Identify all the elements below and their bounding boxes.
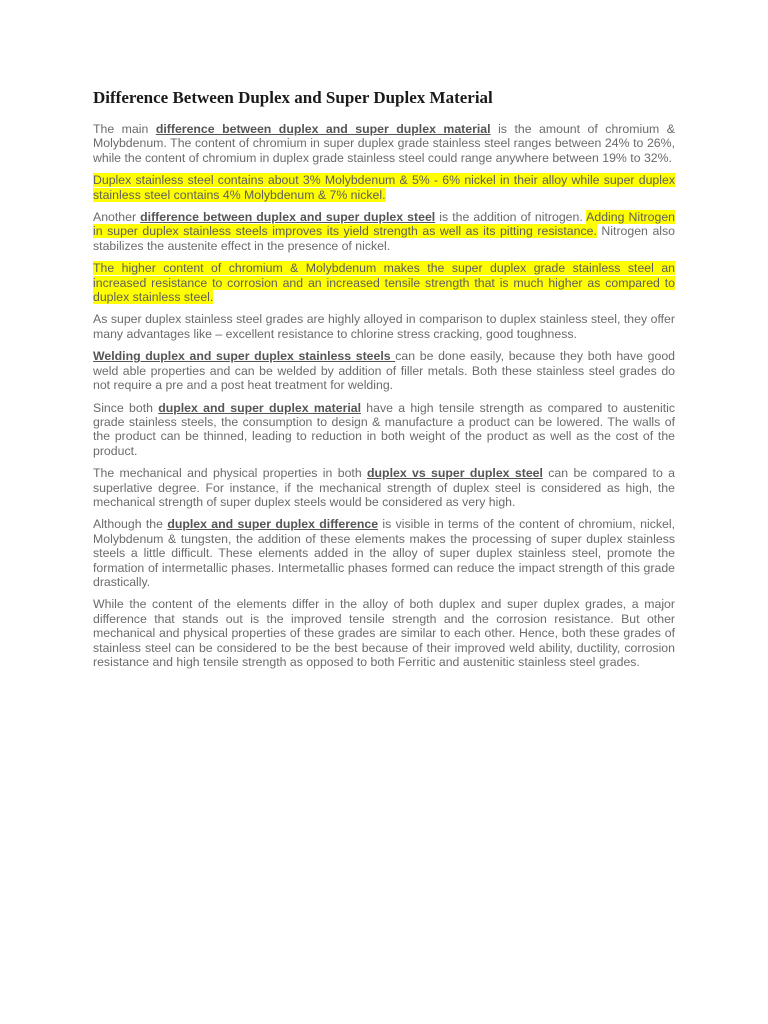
paragraph-7 — [93, 401, 675, 459]
paragraph-9 — [93, 517, 675, 589]
paragraph-1 — [93, 122, 675, 165]
link-duplex-super-duplex-material[interactable]: duplex and super duplex material — [158, 400, 362, 415]
highlighted-text: Adding Nitrogen in super duplex stainless steels improves its yield strength as well as its pitting resistance. — [93, 210, 676, 239]
page-title: Difference Between Duplex and Super Duplex Material — [93, 88, 493, 107]
paragraph-4 — [93, 261, 675, 304]
link-difference-steel[interactable]: difference between duplex and super duplex steel — [140, 210, 436, 225]
text-run: Since both — [93, 400, 159, 415]
text-run: Nitrogen also stabilizes the austenite effect in the presence of nickel. — [93, 224, 675, 253]
text-run: is the addition of nitrogen. — [435, 210, 587, 225]
paragraph-6 — [93, 349, 675, 392]
link-welding[interactable]: Welding duplex and super duplex stainless steels — [93, 349, 396, 364]
text-run: is visible in terms of the content of chromium, nickel, Molybdenum & tungsten, the addition of these elements makes the processing of super duplex stainless steels a little difficult. These elements added in the alloy of super duplex stainless steel, promote the formation of intermetallic phases. Intermetallic phases formed can reduce the impact strength of this grade drastically. — [93, 517, 675, 589]
text-run: can be compared to a superlative degree. For instance, if the mechanical strength of duplex steel is considered as high, the mechanical strength of super duplex steels would be considered as very high. — [93, 466, 675, 509]
link-difference-material[interactable]: difference between duplex and super duplex material — [155, 122, 491, 136]
paragraph-10: While the content of the elements differ in the alloy of both duplex and super duplex grades, a major difference that stands out is the improved tensile strength and the corrosion resistance. But other mechanical and physical properties of these grades are similar to each other. Hence, both these grades of stainless steel can be considered to be the best because of their improved weld ability, ductility, corrosion resistance and high tensile strength as opposed to both Ferritic and austenitic stainless steel grades. — [93, 597, 675, 669]
paragraph-5: As super duplex stainless steel grades are highly alloyed in comparison to duplex stainless steel, they offer many advantages like – excellent resistance to chlorine stress cracking, good toughness. — [93, 312, 675, 341]
text-run: The mechanical and physical properties in both — [93, 466, 368, 481]
paragraph-3 — [93, 210, 675, 253]
text-run: The main — [93, 122, 156, 136]
paragraph-2 — [93, 173, 675, 202]
paragraph-8 — [93, 466, 675, 509]
link-duplex-difference[interactable]: duplex and super duplex difference — [167, 517, 379, 532]
highlighted-text: Duplex stainless steel contains about 3% Molybdenum & 5% - 6% nickel in their alloy while super duplex stainless steel contains 4% Molybdenum & 7% nickel. — [93, 173, 675, 202]
text-run: is the amount of chromium & Molybdenum. The content of chromium in super duplex grade stainless steel ranges between 24% to 26%, while the content of chromium in duplex grade stainless steel could range anywhere between 19% to 32%. — [93, 122, 675, 165]
text-run: Although the — [93, 517, 168, 532]
text-run: can be done easily, because they both have good weld able properties and can be welded by addition of filler metals. Both these stainless steel grades do not require a pre and a post heat treatment for welding. — [93, 349, 675, 393]
text-run: Another — [93, 210, 141, 225]
text-run: have a high tensile strength as compared to austenitic grade stainless steels, the consumption to design & manufacture a product can be lowered. The walls of the product can be thinned, leading to reduction in both weight of the product as well as the cost of the product. — [93, 400, 676, 458]
link-duplex-vs-super-duplex[interactable]: duplex vs super duplex steel — [367, 466, 543, 481]
highlighted-text: The higher content of chromium & Molybdenum makes the super duplex grade stainless steel an increased resistance to corrosion and an increased tensile strength that is much higher as compared to duplex stainless steel. — [93, 261, 675, 305]
document-page — [93, 86, 675, 677]
